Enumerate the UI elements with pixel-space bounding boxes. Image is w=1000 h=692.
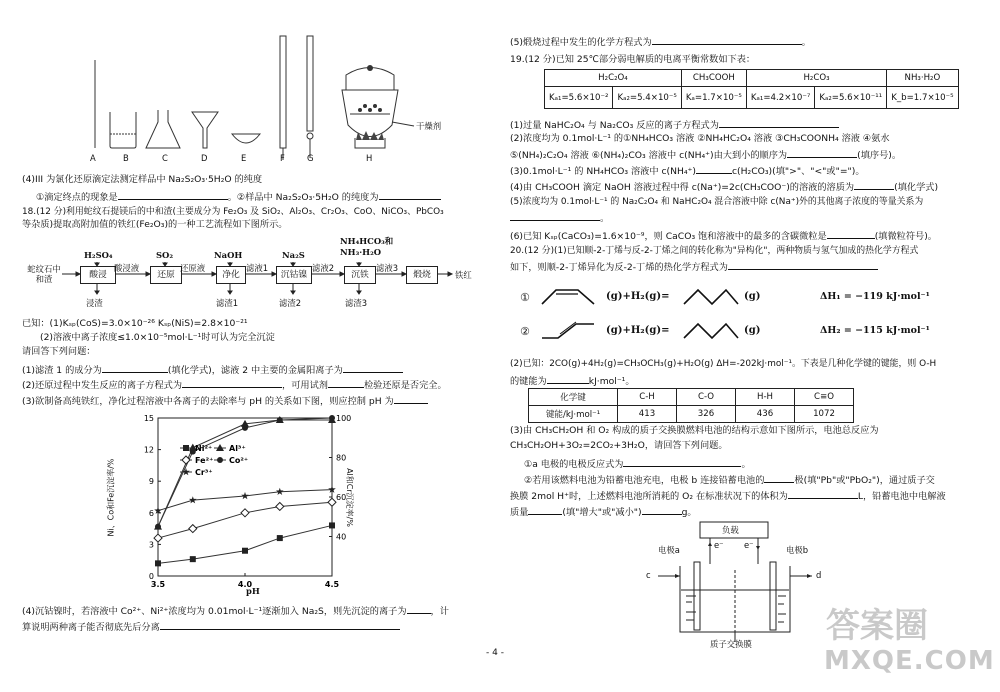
y-right-tick-label: 100 [336, 414, 352, 423]
cell-electrode-b: 电极b [786, 545, 809, 555]
q20b-line: 如下，则顺-2-丁烯异化为反-2-丁烯的热化学方程式为 [510, 260, 878, 274]
q20-3c-line: ①a 电极的电极反应式为 。 [524, 459, 751, 470]
apparatus-label-c: C [162, 153, 168, 163]
r5-line: (5)浓度均为 0.1mol·L⁻¹ 的 Na₂C₂O₄ 和 NaHC₂O₄ 混合溶液中除 c(Na⁺)外的其他离子浓度的等量关系为 [510, 197, 924, 207]
bond-td-3: 436 [736, 406, 795, 423]
drying-agent-label: 干燥剂 [416, 121, 442, 131]
legend-label: Co²⁺ [229, 456, 249, 465]
eq2-dh: ΔH₂ = −115 kJ·mol⁻¹ [820, 325, 930, 336]
eq1-mid: (g)+H₂(g)= [606, 291, 670, 302]
td-k-3: Kₐ₁=4.2×10⁻⁷ [746, 87, 814, 109]
chart-xlabel: pH [246, 586, 260, 596]
th-h2c2o4: H₂C₂O₄ [545, 70, 682, 87]
chart-point-square [155, 560, 161, 566]
y-right-tick-label: 60 [336, 493, 347, 502]
flow-residue-0: 浸渣 [86, 298, 103, 308]
td-k-4: Kₐ₂=5.6×10⁻¹¹ [815, 87, 887, 109]
flow-residue-2: 滤渣2 [279, 298, 302, 308]
x-tick-label: 4.5 [324, 580, 340, 589]
flow-box-precip-coni: 沉钴镍 [276, 266, 312, 284]
legend-label: Cr³⁺ [195, 468, 213, 477]
chart-point-diamond [328, 498, 336, 506]
q4-line1: ①滴定终点的现象是 。②样品中 Na₂S₂O₃·5H₂O 的纯度为 [36, 190, 441, 204]
chart-point-diamond [276, 502, 284, 510]
q18-intro-2: 等杂质)提取高附加值的铁红(Fe₂O₃)的一种工艺流程如下图所示。 [22, 219, 288, 230]
y-right-tick-label: 40 [336, 532, 347, 542]
r6-line: (6)已知 Kₛₚ(CaCO₃)=1.6×10⁻⁹，则 CaCO₃ 饱和溶液中的最多的含碳微粒是 (填微粒符号)。 [510, 231, 937, 242]
chart-point-square [242, 548, 248, 554]
q3-line: (3)欲制备高纯铁红，净化过程溶液中各离子的去除率与 pH 的关系如下图，则应控制 pH 为 [22, 394, 428, 408]
equation-2 [520, 318, 980, 344]
q2-line: (2)还原过程中发生反应的离子方程式为 ，可用试剂 检验还原是否完全。 [22, 380, 447, 391]
cell-electron-right: e⁻ [744, 540, 754, 550]
watermark-top: 答案圈 [826, 606, 928, 646]
bond-td-1: 413 [618, 406, 677, 423]
chart-point-circle [277, 417, 283, 423]
cell-electrode-a: 电极a [658, 545, 680, 555]
chart-point-diamond [189, 525, 197, 533]
flow-reagent-nh4hco3: NH₄HCO₃和NH₃·H₂O [340, 236, 394, 257]
flow-box-purify: 净化 [216, 266, 246, 284]
q18-intro-1: 18.(12 分)利用蛇纹石提镁后的中和渣(主要成分为 Fe₂O₃ 及 SiO₂、Al₂O₃、Cr₂O₃、CoO、NiCO₃、PbCO₃ [22, 207, 444, 217]
r3-line: (3)0.1mol·L⁻¹ 的 NH₄HCO₃ 溶液中 c(NH₄⁺) c(H₂CO₃)(填">"、"<"或"=")。 [510, 166, 865, 177]
watermark-bottom: MXQE.COM [824, 646, 995, 676]
bond-energy-table [528, 388, 854, 423]
fuel-cell-diagram [646, 520, 830, 650]
q20-line: 20.(12 分)(1)已知顺-2-丁烯与反-2-丁烯之间的转化称为"异构化"，两种物质与氢气加成的热化学方程式 [510, 246, 919, 256]
process-flowchart [0, 230, 500, 320]
known-1: 已知：(1)Kₛₚ(CoS)=3.0×10⁻²⁶ Kₛₚ(NiS)=2.8×10⁻²¹ [22, 318, 248, 329]
r4-line: (4)由 CH₃COOH 滴定 NaOH 溶液过程中得 c(Na⁺)=2c(CH₃COO⁻)的溶液的溶质为 (填化学式) [510, 182, 939, 193]
right-column [486, 0, 1000, 692]
chart-point-circle [242, 425, 248, 431]
flow-box-precip-fe: 沉铁 [344, 266, 376, 284]
bond-th-4: C≡O [795, 389, 854, 406]
td-k-0: Kₐ₁=5.6×10⁻² [545, 87, 613, 109]
r5-blank: 。 [510, 211, 609, 225]
legend-label: Ni²⁺ [195, 444, 213, 453]
apparatus-label-e: E [241, 153, 247, 163]
legend-label: Fe²⁺ [195, 456, 214, 465]
p5-line: (5)煅烧过程中发生的化学方程式为 。 [510, 37, 811, 48]
y-left-tick-label: 0 [148, 572, 154, 581]
q20-3d-line: ②若用该燃料电池为铅蓄电池充电，电极 b 连接铅蓄电池的 极(填"Pb"或"PbO₂")，通过质子交 [524, 475, 935, 486]
cell-load: 负载 [722, 525, 739, 535]
chart-point-square [183, 445, 189, 451]
flow-stream-4: 滤液2 [312, 263, 335, 273]
ionization-constant-table [544, 69, 959, 109]
chart-point-diamond [154, 534, 162, 542]
apparatus-label-a: A [90, 153, 96, 163]
chart-ylabel-left: Ni、Co和Fe沉淀率/% [106, 458, 116, 537]
apparatus-label-g: G [307, 153, 314, 163]
th-nh3h2o: NH₃·H₂O [887, 70, 958, 87]
q4d-line: 算说明两种离子能否彻底先后分离 [22, 620, 400, 634]
flow-reagent-h2so4: H₂SO₄ [84, 250, 113, 260]
flow-stream-1: 酸浸液 [114, 263, 140, 273]
td-k-2: Kₐ=1.7×10⁻⁵ [681, 87, 746, 109]
chart-point-square [329, 522, 335, 528]
q1-line: (1)滤渣 1 的成分为 (填化学式)，滤液 2 中主要的金属阳离子为 [22, 363, 403, 377]
y-left-tick-label: 3 [148, 540, 154, 550]
removal-rate-chart [106, 410, 380, 600]
flow-stream-3: 滤液1 [246, 263, 269, 273]
chart-point-diamond [241, 509, 249, 517]
cis-2-butene-structure [542, 290, 594, 304]
x-tick-label: 3.5 [150, 580, 166, 589]
eq2-number: ② [520, 325, 530, 338]
td-k-5: K_b=1.7×10⁻⁵ [887, 87, 958, 109]
y-left-tick-label: 9 [148, 477, 154, 487]
eq2-end: (g) [744, 325, 761, 336]
q20-3f-line: 换膜 2mol H⁺时，上述燃料电池所消耗的 O₂ 在标准状况下的体积为 L，铅蓄电池中电解液 [510, 491, 946, 502]
bond-th-0: 化学键 [529, 389, 618, 406]
bond-td-4: 1072 [795, 406, 854, 423]
flow-start: 蛇纹石中和渣 [27, 264, 61, 284]
chart-ylabel-right: Al和Cr沉淀率/% [344, 468, 354, 527]
q20-3-line: (3)由 CH₃CH₂OH 和 O₂ 构成的质子交换膜燃料电池的结构示意如下图所示，电池总反应为 [510, 425, 879, 436]
bond-td-0: 键能/kJ·mol⁻¹ [529, 406, 618, 423]
th-ch3cooh: CH₃COOH [681, 70, 746, 87]
flow-product: 铁红 [455, 270, 472, 280]
bond-th-2: C-O [677, 389, 736, 406]
chart-point-square [277, 535, 283, 541]
flow-reagent-so2: SO₂ [156, 250, 174, 260]
cell-inlet-c: c [646, 570, 651, 580]
flow-box-reduce: 还原 [150, 266, 182, 284]
eq2-mid: (g)+H₂(g)= [606, 325, 670, 336]
series-line [158, 502, 332, 538]
cell-membrane-label: 质子交换膜 [710, 639, 752, 649]
apparatus-figure [80, 30, 480, 170]
q4b-line: (4)沉钴镍时，若溶液中 Co²⁺、Ni²⁺浓度均为 0.01mol·L⁻¹逐渐加入 Na₂S，则先沉淀的离子为 ，计 [22, 606, 449, 617]
flow-stream-5: 滤液3 [376, 263, 399, 273]
chart-point-circle [155, 524, 161, 530]
apparatus-label-h: H [366, 153, 373, 163]
chart-point-circle [217, 457, 223, 463]
cell-electron-left: e⁻ [714, 540, 724, 550]
ask-line: 请回答下列问题： [22, 346, 96, 357]
eq1-number: ① [520, 291, 530, 304]
flow-reagent-naoh: NaOH [214, 250, 243, 260]
chart-point-square [190, 556, 196, 562]
bond-th-1: C-H [618, 389, 677, 406]
butane-structure-1 [684, 290, 738, 304]
cell-outlet-d: d [816, 570, 822, 580]
apparatus-label-d: D [201, 153, 208, 163]
eq1-dh: ΔH₁ = −119 kJ·mol⁻¹ [820, 291, 930, 302]
q20-2-line: (2)已知：2CO(g)+4H₂(g)=CH₃OCH₃(g)+H₂O(g) ΔH=-202kJ·mol⁻¹。下表是几种化学键的键能，则 O-H [510, 359, 937, 369]
eq1-end: (g) [744, 291, 761, 302]
butane-structure-2 [684, 324, 738, 338]
td-k-1: Kₐ₂=5.4×10⁻⁵ [613, 87, 681, 109]
r1-line: (1)过量 NaHC₂O₄ 与 Na₂CO₃ 反应的离子方程式为 [510, 118, 839, 132]
q4-title: (4)III 为氯化还原滴定法测定样品中 Na₂S₂O₃·5H₂O 的纯度 [22, 174, 263, 185]
r2b-line: ⑤(NH₄)₂C₂O₄ 溶液 ⑥(NH₄)₂CO₃ 溶液中 c(NH₄⁺)由大到小的顺序为 (填序号)。 [510, 150, 902, 161]
q20-2b-line: 的键能为 kJ·mol⁻¹。 [510, 376, 635, 387]
chart-point-circle [329, 415, 335, 421]
flow-residue-1: 滤渣1 [216, 298, 239, 308]
y-right-tick-label: 80 [336, 453, 347, 463]
q20-3b-line: CH₃CH₂OH+3O₂=2CO₂+3H₂O，请回答下列问题。 [510, 440, 728, 451]
x-tick-label: 4.0 [237, 580, 253, 589]
y-left-tick-label: 15 [143, 414, 154, 423]
flow-reagent-na2s: Na₂S [282, 250, 305, 260]
known-2: (2)溶液中离子浓度≤1.0×10⁻⁵mol·L⁻¹时可认为完全沉淀 [40, 332, 275, 343]
y-left-tick-label: 12 [143, 445, 154, 455]
bond-th-3: H-H [736, 389, 795, 406]
apparatus-label-f: F [280, 153, 285, 163]
page-number: - 4 - [486, 648, 504, 658]
th-h2co3: H₂CO₃ [746, 70, 886, 87]
chart-svg [120, 410, 380, 600]
r2-line: (2)浓度均为 0.1mol·L⁻¹ 的①NH₄HCO₃ 溶液 ②NH₄HC₂O₄ 溶液 ③CH₃COONH₄ 溶液 ④氨水 [510, 133, 890, 144]
flow-residue-3: 滤渣3 [345, 298, 368, 308]
apparatus-label-b: B [123, 153, 129, 163]
q19-line: 19.(12 分)已知 25℃部分弱电解质的电离平衡常数如下表： [510, 54, 756, 65]
q20-3h-line: 质量 (填"增大"或"减小") g。 [510, 507, 697, 518]
watermark-logo [820, 598, 995, 688]
equation-1 [520, 284, 980, 310]
bond-td-2: 326 [677, 406, 736, 423]
flow-box-acid-leach: 酸浸 [80, 266, 116, 284]
legend-label: Al³⁺ [229, 444, 246, 453]
trans-2-butene-structure [542, 324, 594, 338]
y-left-tick-label: 6 [148, 508, 154, 518]
flow-stream-2: 还原液 [180, 263, 206, 273]
flow-box-calcine: 煅烧 [406, 266, 438, 284]
